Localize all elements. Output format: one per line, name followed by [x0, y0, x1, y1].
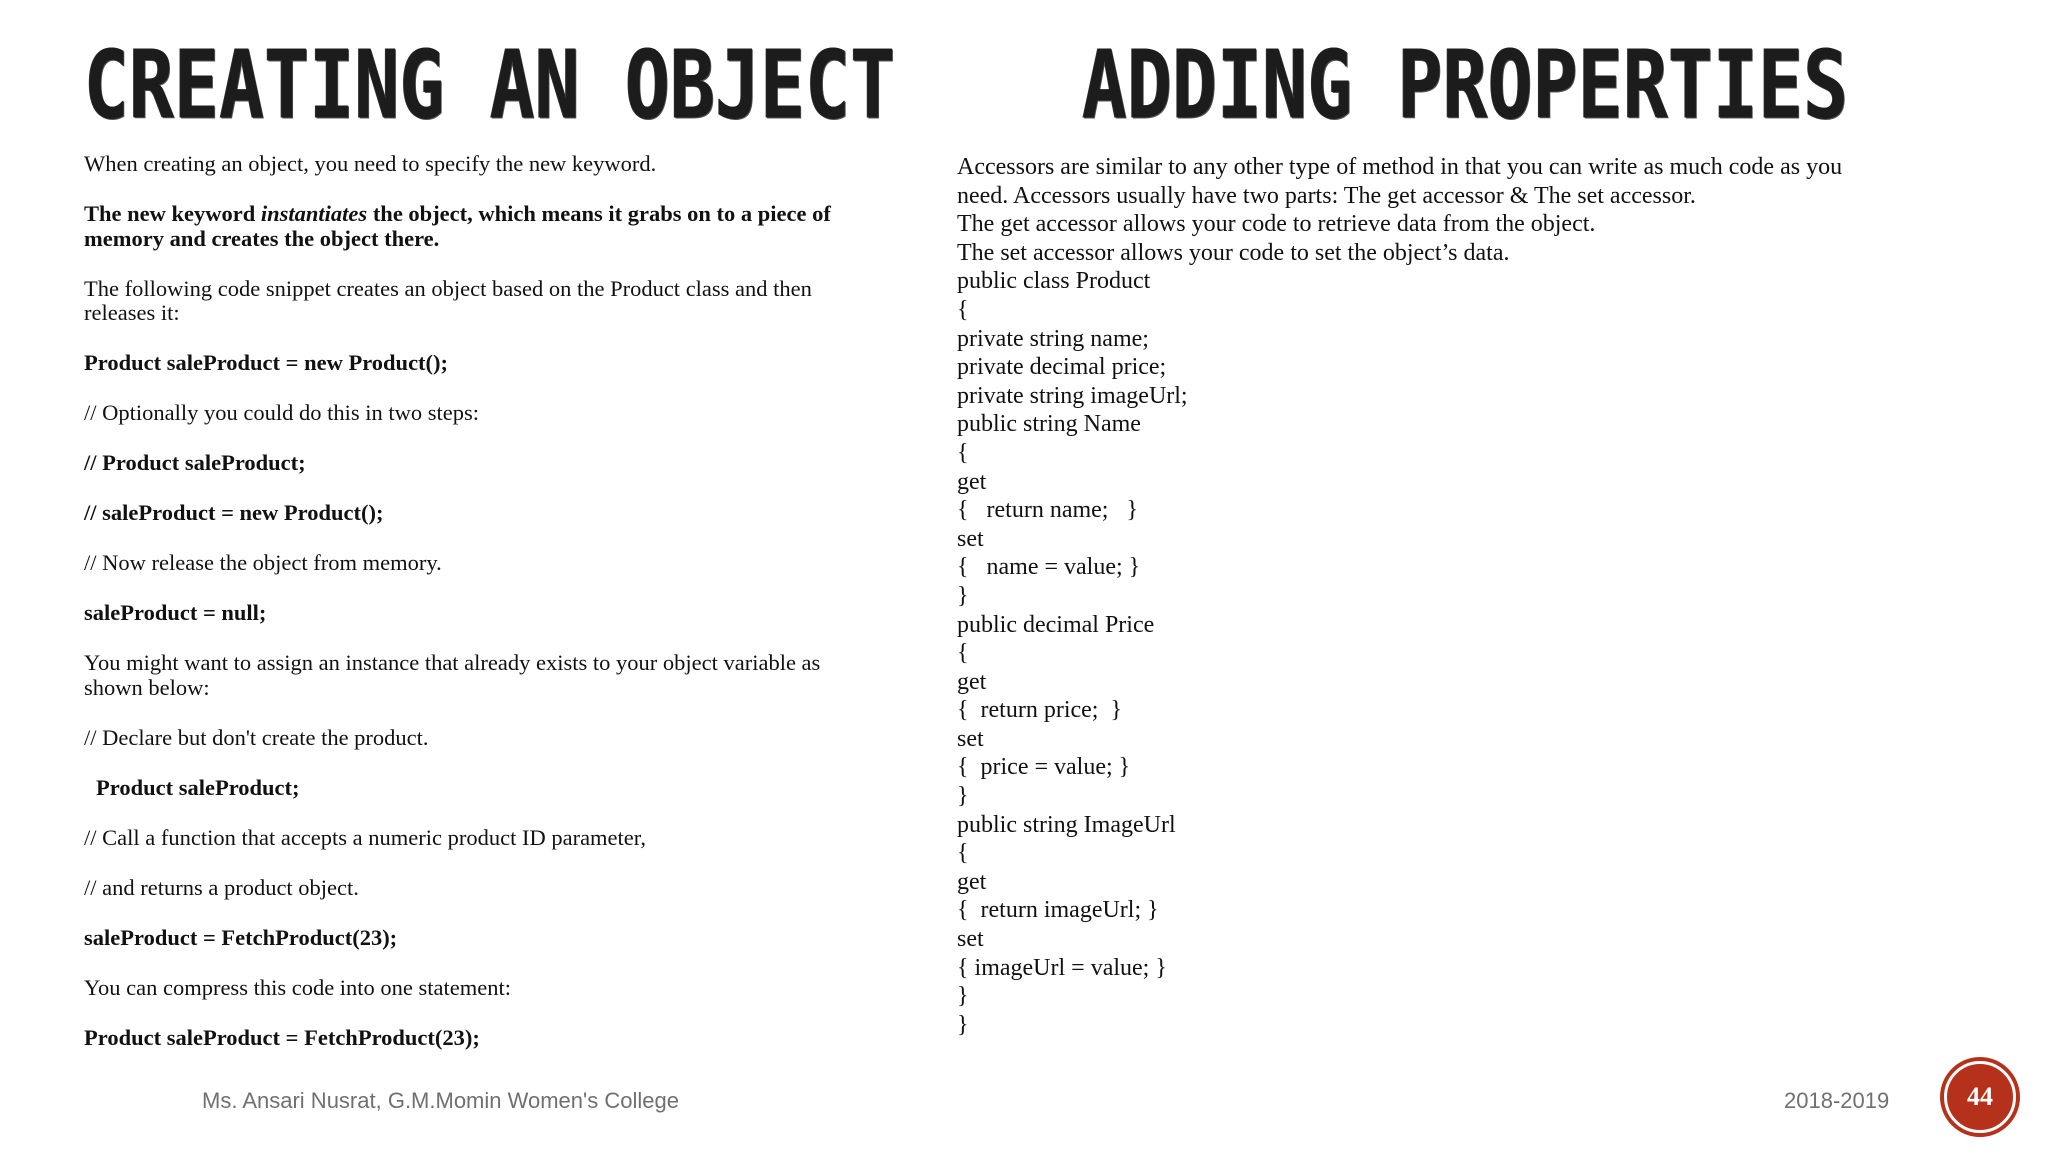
- left-paragraph: // Optionally you could do this in two steps:: [84, 400, 479, 425]
- code-line: public string ImageUrl: [957, 811, 1176, 838]
- code-line: { return imageUrl; }: [957, 897, 1159, 924]
- code-line: get: [957, 468, 987, 495]
- left-paragraph: You might want to assign an instance that already exists to your object variable as shown below:: [84, 650, 826, 700]
- code-line: Accessors are similar to any other type of method in that you can write as much code as you: [957, 154, 1843, 180]
- footer-year: 2018-2019: [1784, 1088, 1890, 1113]
- code-line: get: [957, 868, 987, 895]
- left-paragraph: saleProduct = FetchProduct(23);: [84, 924, 398, 950]
- code-line: { imageUrl = value; }: [957, 954, 1167, 981]
- code-line: private string imageUrl;: [957, 382, 1188, 409]
- code-line: {: [957, 840, 969, 867]
- left-paragraph: // and returns a product object.: [84, 874, 359, 900]
- left-paragraph: The following code snippet creates an object based on the Product class and then releases it:: [84, 275, 818, 325]
- left-paragraph: // Call a function that accepts a numeric product ID parameter,: [84, 824, 646, 850]
- left-paragraph: Product saleProduct;: [96, 774, 300, 800]
- code-line: {: [957, 640, 969, 667]
- paragraph-segment: The new keyword: [84, 201, 261, 226]
- left-paragraph: When creating an object, you need to specify the new keyword.: [84, 151, 657, 176]
- code-line: }: [957, 1011, 969, 1038]
- code-line: { return price; }: [957, 697, 1122, 724]
- code-line: { return name; }: [957, 497, 1138, 524]
- left-slide-title: CREATING AN OBJECT: [84, 30, 896, 140]
- page-number-badge: [1944, 1061, 2016, 1133]
- code-line: public string Name: [957, 411, 1141, 438]
- left-paragraph: // Product saleProduct;: [84, 450, 306, 475]
- code-line: The get accessor allows your code to retrieve data from the object.: [957, 211, 1596, 238]
- code-line: {: [957, 296, 969, 323]
- paragraph-segment: the object, which means it grabs on to a piece of memory and creates the object there.: [84, 201, 837, 251]
- adding-properties-code-column: [957, 153, 1997, 1039]
- code-line: {: [957, 439, 969, 466]
- creating-object-text-column: [84, 152, 884, 1076]
- left-paragraph: Product saleProduct = new Product();: [84, 350, 449, 375]
- code-line: { name = value; }: [957, 554, 1141, 581]
- left-paragraph: [84, 202, 884, 251]
- code-line: private string name;: [957, 325, 1149, 352]
- code-line: The set accessor allows your code to set the object’s data.: [957, 239, 1510, 266]
- right-slide-title: ADDING PROPERTIES: [1082, 30, 1849, 140]
- left-paragraph: // Now release the object from memory.: [84, 550, 442, 575]
- left-paragraph: You can compress this code into one statement:: [84, 974, 512, 1000]
- left-paragraph: Product saleProduct = FetchProduct(23);: [84, 1024, 480, 1050]
- code-line: need. Accessors usually have two parts: The get accessor & The set accessor.: [957, 182, 1696, 209]
- code-line: set: [957, 725, 984, 752]
- code-line: private decimal price;: [957, 354, 1167, 381]
- code-line: set: [957, 525, 984, 552]
- left-paragraph: // Declare but don't create the product.: [84, 724, 429, 750]
- emphasized-word: instantiates: [260, 201, 368, 226]
- code-line: get: [957, 668, 987, 695]
- code-line: }: [957, 582, 969, 609]
- footer-author: Ms. Ansari Nusrat, G.M.Momin Women's College: [202, 1088, 679, 1113]
- code-line: public decimal Price: [957, 611, 1155, 638]
- page-number: 44: [1967, 1082, 1993, 1111]
- code-line: { price = value; }: [957, 754, 1131, 781]
- code-line: }: [957, 783, 969, 810]
- code-line: public class Product: [957, 268, 1151, 295]
- code-line: set: [957, 926, 984, 953]
- left-paragraph: // saleProduct = new Product();: [84, 500, 384, 525]
- left-paragraph: saleProduct = null;: [84, 600, 267, 625]
- code-line: }: [957, 983, 969, 1010]
